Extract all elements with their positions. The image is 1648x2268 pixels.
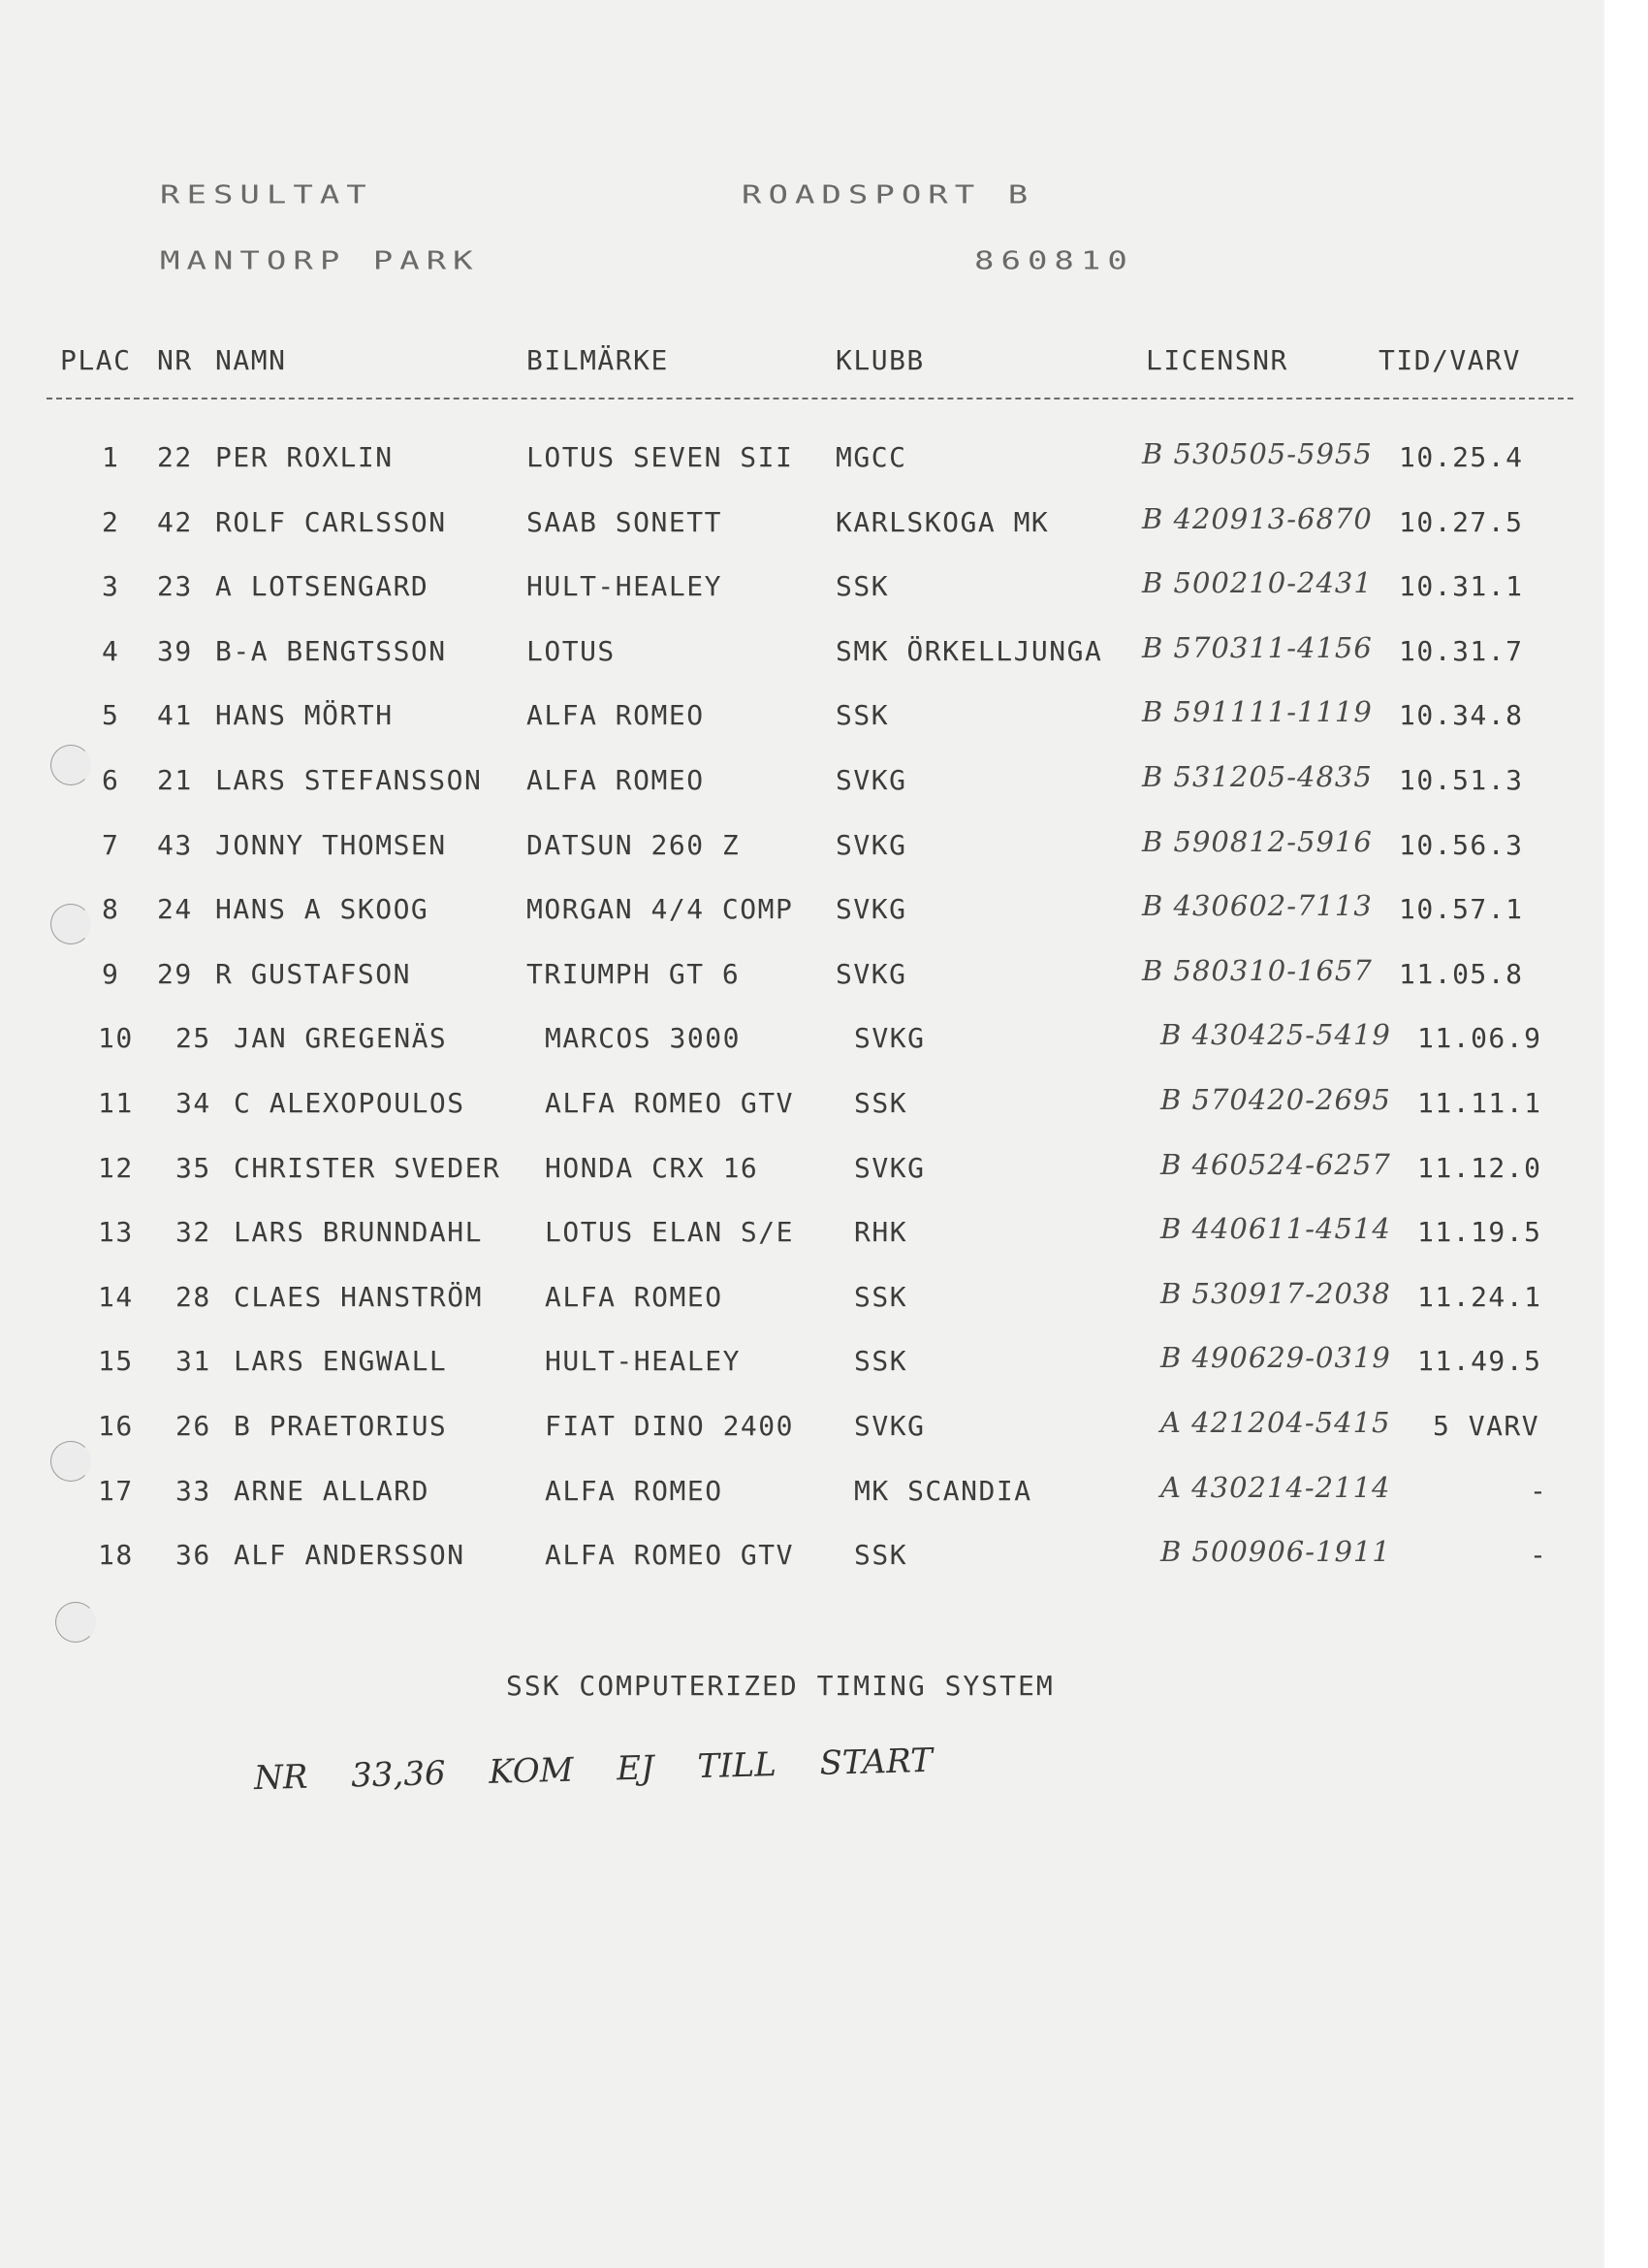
result-place: 6: [102, 764, 120, 796]
club-name: SSK: [836, 699, 890, 732]
result-number: 24: [157, 893, 193, 926]
license-number: B 590812-5916: [1142, 824, 1373, 858]
column-header-namn: NAMN: [215, 344, 287, 376]
club-name: SMK ÖRKELLJUNGA: [836, 634, 1103, 667]
license-number: A 430214-2114: [1160, 1470, 1391, 1504]
result-number: 21: [157, 764, 193, 796]
driver-name: PER ROXLIN: [215, 441, 394, 473]
car-make: HULT-HEALEY: [545, 1345, 741, 1378]
result-time: 11.05.8: [1399, 957, 1524, 990]
result-number: 41: [157, 699, 193, 732]
result-number: 25: [175, 1022, 211, 1055]
driver-name: LARS ENGWALL: [234, 1345, 448, 1378]
result-number: 36: [175, 1539, 211, 1572]
result-number: 34: [175, 1087, 211, 1119]
result-time: 11.06.9: [1417, 1022, 1542, 1055]
result-place: 13: [98, 1216, 134, 1249]
punch-hole: [55, 1602, 96, 1643]
car-make: HONDA CRX 16: [545, 1151, 759, 1184]
column-header-klubb: KLUBB: [836, 344, 925, 376]
car-make: MARCOS 3000: [545, 1022, 741, 1055]
result-time: 5 VARV: [1433, 1410, 1540, 1442]
license-number: B 430425-5419: [1160, 1018, 1391, 1052]
result-time: 10.34.8: [1399, 699, 1524, 732]
result-number: 31: [175, 1345, 211, 1378]
result-number: 42: [157, 505, 193, 538]
result-place: 9: [102, 957, 120, 990]
license-number: B 591111-1119: [1142, 695, 1373, 729]
result-place: 18: [98, 1539, 134, 1572]
club-name: SVKG: [836, 764, 907, 796]
result-number: 22: [157, 441, 193, 473]
club-name: SSK: [854, 1087, 908, 1119]
club-name: SSK: [854, 1345, 908, 1378]
club-name: MK SCANDIA: [854, 1474, 1032, 1507]
result-time: 11.24.1: [1417, 1280, 1542, 1313]
result-time: 10.25.4: [1399, 441, 1524, 473]
driver-name: CHRISTER SVEDER: [234, 1151, 501, 1184]
result-number: 33: [175, 1474, 211, 1507]
car-make: LOTUS: [526, 634, 616, 667]
car-make: FIAT DINO 2400: [545, 1410, 795, 1442]
result-number: 28: [175, 1280, 211, 1313]
driver-name: ROLF CARLSSON: [215, 505, 447, 538]
result-time: 10.57.1: [1399, 893, 1524, 926]
license-number: B 500906-1911: [1160, 1535, 1391, 1569]
car-make: ALFA ROMEO: [526, 699, 705, 732]
driver-name: CLAES HANSTRÖM: [234, 1280, 484, 1313]
result-number: 29: [157, 957, 193, 990]
club-name: KARLSKOGA MK: [836, 505, 1050, 538]
venue-title: MANTORP PARK: [160, 246, 480, 275]
club-name: RHK: [854, 1216, 908, 1249]
result-place: 2: [102, 505, 120, 538]
car-make: ALFA ROMEO: [545, 1280, 723, 1313]
car-make: TRIUMPH GT 6: [526, 957, 741, 990]
car-make: ALFA ROMEO: [545, 1474, 723, 1507]
result-time: -: [1530, 1474, 1548, 1507]
result-place: 11: [98, 1087, 134, 1119]
club-name: SSK: [836, 570, 890, 603]
page-edge: [1604, 0, 1648, 2268]
club-name: SSK: [854, 1539, 908, 1572]
car-make: ALFA ROMEO GTV: [545, 1087, 795, 1119]
license-number: B 500210-2431: [1142, 566, 1373, 600]
license-number: B 531205-4835: [1142, 760, 1373, 793]
result-time: 11.19.5: [1417, 1216, 1542, 1249]
driver-name: A LOTSENGARD: [215, 570, 429, 603]
club-name: SSK: [854, 1280, 908, 1313]
result-time: 10.31.1: [1399, 570, 1524, 603]
driver-name: JONNY THOMSEN: [215, 828, 447, 861]
result-place: 8: [102, 893, 120, 926]
result-place: 7: [102, 828, 120, 861]
driver-name: R GUSTAFSON: [215, 957, 411, 990]
license-number: A 421204-5415: [1160, 1406, 1391, 1439]
result-number: 35: [175, 1151, 211, 1184]
column-header-tid-varv: TID/VARV: [1379, 344, 1521, 376]
license-number: B 440611-4514: [1160, 1212, 1391, 1246]
license-number: B 570311-4156: [1142, 630, 1373, 664]
result-time: 10.51.3: [1399, 764, 1524, 796]
result-number: 43: [157, 828, 193, 861]
club-name: SVKG: [854, 1022, 926, 1055]
club-name: SVKG: [854, 1410, 926, 1442]
car-make: LOTUS SEVEN SII: [526, 441, 794, 473]
result-place: 16: [98, 1410, 134, 1442]
result-time: 10.27.5: [1399, 505, 1524, 538]
license-number: B 580310-1657: [1142, 953, 1373, 987]
result-place: 12: [98, 1151, 134, 1184]
result-place: 4: [102, 634, 120, 667]
club-name: SVKG: [854, 1151, 926, 1184]
result-place: 17: [98, 1474, 134, 1507]
driver-name: B PRAETORIUS: [234, 1410, 448, 1442]
driver-name: B-A BENGTSSON: [215, 634, 447, 667]
result-number: 32: [175, 1216, 211, 1249]
punch-hole: [50, 904, 91, 944]
result-place: 14: [98, 1280, 134, 1313]
column-header-bilmarke: BILMÄRKE: [526, 344, 669, 376]
result-place: 10: [98, 1022, 134, 1055]
title-resultat: RESULTAT: [160, 180, 373, 209]
club-name: SVKG: [836, 828, 907, 861]
club-name: MGCC: [836, 441, 907, 473]
car-make: SAAB SONETT: [526, 505, 722, 538]
driver-name: JAN GREGENÄS: [234, 1022, 448, 1055]
result-time: 11.49.5: [1417, 1345, 1542, 1378]
result-place: 5: [102, 699, 120, 732]
club-name: SVKG: [836, 957, 907, 990]
result-number: 23: [157, 570, 193, 603]
license-number: B 530505-5955: [1142, 437, 1373, 470]
car-make: HULT-HEALEY: [526, 570, 722, 603]
license-number: B 530917-2038: [1160, 1276, 1391, 1310]
driver-name: ALF ANDERSSON: [234, 1539, 465, 1572]
license-number: B 460524-6257: [1160, 1147, 1391, 1181]
column-header-nr: NR: [157, 344, 193, 376]
driver-name: HANS A SKOOG: [215, 893, 429, 926]
header-divider: [47, 398, 1573, 399]
result-number: 39: [157, 634, 193, 667]
license-number: B 570420-2695: [1160, 1083, 1391, 1116]
punch-hole: [50, 745, 91, 785]
car-make: ALFA ROMEO: [526, 764, 705, 796]
driver-name: LARS BRUNNDAHL: [234, 1216, 484, 1249]
club-name: SVKG: [836, 893, 907, 926]
result-place: 15: [98, 1345, 134, 1378]
result-number: 26: [175, 1410, 211, 1442]
car-make: DATSUN 260 Z: [526, 828, 741, 861]
driver-name: ARNE ALLARD: [234, 1474, 429, 1507]
result-time: 10.56.3: [1399, 828, 1524, 861]
column-header-plac: PLAC: [60, 344, 132, 376]
result-time: 11.11.1: [1417, 1087, 1542, 1119]
handwritten-note: NR 33,36 KOM EJ TILL START: [253, 1741, 934, 1799]
column-header-licensnr: LICENSNR: [1146, 344, 1288, 376]
driver-name: LARS STEFANSSON: [215, 764, 483, 796]
car-make: LOTUS ELAN S/E: [545, 1216, 795, 1249]
result-place: 1: [102, 441, 120, 473]
license-number: B 490629-0319: [1160, 1341, 1391, 1375]
title-class: ROADSPORT B: [742, 180, 1035, 209]
car-make: ALFA ROMEO GTV: [545, 1539, 795, 1572]
result-time: 11.12.0: [1417, 1151, 1542, 1184]
car-make: MORGAN 4/4 COMP: [526, 893, 794, 926]
license-number: B 430602-7113: [1142, 889, 1373, 923]
license-number: B 420913-6870: [1142, 501, 1373, 535]
result-place: 3: [102, 570, 120, 603]
footer-timing-system: SSK COMPUTERIZED TIMING SYSTEM: [506, 1670, 1055, 1702]
result-time: -: [1530, 1539, 1548, 1572]
date-title: 860810: [974, 246, 1134, 275]
driver-name: HANS MÖRTH: [215, 699, 394, 732]
punch-hole: [50, 1441, 91, 1482]
driver-name: C ALEXOPOULOS: [234, 1087, 465, 1119]
result-time: 10.31.7: [1399, 634, 1524, 667]
